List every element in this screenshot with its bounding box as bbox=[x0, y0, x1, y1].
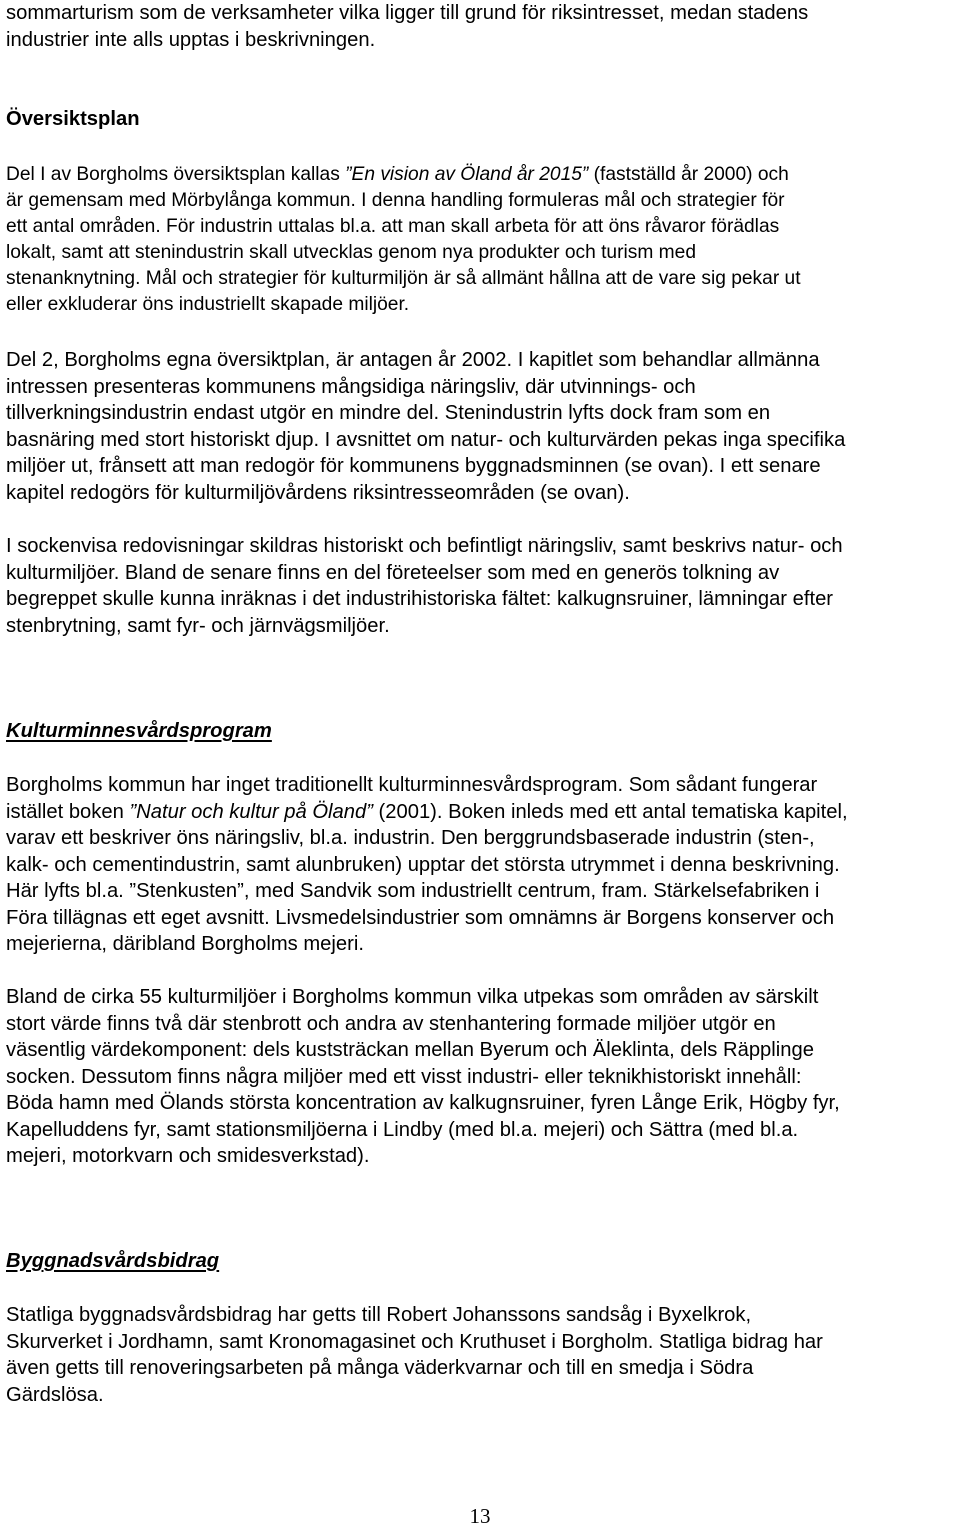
p1-text-start: Del I av Borgholms översiktsplan kallas bbox=[6, 164, 346, 185]
heading-oversiktsplan: Översiktsplan bbox=[6, 108, 140, 130]
p4-text-start: Borgholms kommun har inget traditionellt kulturminnesvårdsprogram. Som sådant fungerar istället boken bbox=[6, 774, 818, 823]
heading-byggnadsvardsbidrag: Byggnadsvårdsbidrag bbox=[6, 1250, 220, 1272]
page-number: 13 bbox=[469, 1504, 491, 1528]
paragraph-kulturminnesvardsprogram bbox=[6, 772, 956, 958]
paragraph-byggnadsvardsbidrag: Statliga byggnadsvårdsbidrag har getts till Robert Johanssons sandsåg i Byxelkrok, Skurverket i Jordhamn, samt Kronomagasinet och Kruthuset i Borgholm. Statliga bidrag har även getts till renoveringsarbeten på många väderkvarnar och till en smedja i Södra Gärdslösa. bbox=[6, 1304, 823, 1406]
p1-title-italic: ”En vision av Öland år 2015” bbox=[345, 164, 589, 185]
p4-book-title-italic: ”Natur och kultur på Öland” bbox=[129, 800, 373, 823]
paragraph-oversiktsplan-del1 bbox=[6, 162, 956, 318]
paragraph-kulturmiljoer: Bland de cirka 55 kulturmiljöer i Borgholms kommun vilka utpekas som områden av särskilt stort värde finns två där stenbrott och andra av stenhantering formade miljöer utgör en väsentlig värdekomponent: dels kuststräckan mellan Byerum och Äleklinta, dels Räpplinge socken. Dessutom finns några miljöer med ett visst industri- eller teknikhistoriskt innehåll: Böda hamn med Ölands största koncentration av kalkugnsruiner, fyren Långe Erik, Högby fyr, Kapelluddens fyr, samt stationsmiljöerna i Lindby (med bl.a. mejeri) och Sättra (med bl.a. mejeri, motorkvarn och smidesverkstad). bbox=[6, 986, 840, 1167]
p1-text-rest: (fastställd år 2000) och är gemensam med Mörbylånga kommun. I denna handling formuleras mål och strategier för ett antal områden. För industrin uttalas bl.a. att man skall arbeta för att öns råvaror förädlas lokalt, samt att stenindustrin skall utvecklas genom nya produkter och turism med stenanknytning. Mål och strategier för kulturmiljön är så allmänt hållna att de vare sig pekar ut eller exkluderar öns industriellt skapade miljöer. bbox=[6, 164, 801, 315]
paragraph-oversiktsplan-del2: Del 2, Borgholms egna översiktplan, är antagen år 2002. I kapitlet som behandlar allmänna intressen presenteras kommunens mångsidiga näringsliv, där utvinnings- och tillverkningsindustrin endast utgör en mindre del. Stenindustrin lyfts dock fram som en basnäring med stort historiskt djup. I avsnittet om natur- och kulturvärden pekas inga specifika miljöer ut, frånsett att man redogör för kommunens byggnadsminnen (se ovan). I ett senare kapitel redogörs för kulturmiljövårdens riksintresseområden (se ovan). bbox=[6, 349, 846, 504]
heading-kulturminnesvardsprogram: Kulturminnesvårdsprogram bbox=[6, 720, 272, 742]
intro-paragraph: sommarturism som de verksamheter vilka ligger till grund för riksintresset, medan stadens industrier inte alls upptas i beskrivningen. bbox=[6, 2, 809, 51]
p4-text-rest: (2001). Boken inleds med ett antal tematiska kapitel, varav ett beskriver öns näringsliv, bl.a. industrin. Den berggrundsbaserade industrin (sten-, kalk- och cementindustrin, samt alunbruken) upptar det största utrymmet i denna beskrivning. Här lyfts bl.a. ”Stenkusten”, med Sandvik som industriellt centrum, fram. Stärkelsefabriken i Föra tillägnas ett eget avsnitt. Livsmedelsindustrier som omnämns är Borgens konserver och mejerierna, däribland Borgholms mejeri. bbox=[6, 800, 848, 955]
paragraph-sockenvisa: I sockenvisa redovisningar skildras historiskt och befintligt näringsliv, samt beskrivs natur- och kulturmiljöer. Bland de senare finns en del företeelser som med en generös tolkning av begreppet skulle kunna inräknas i det industrihistoriska fältet: kalkugnsruiner, lämningar efter stenbrytning, samt fyr- och järnvägsmiljöer. bbox=[6, 535, 843, 637]
